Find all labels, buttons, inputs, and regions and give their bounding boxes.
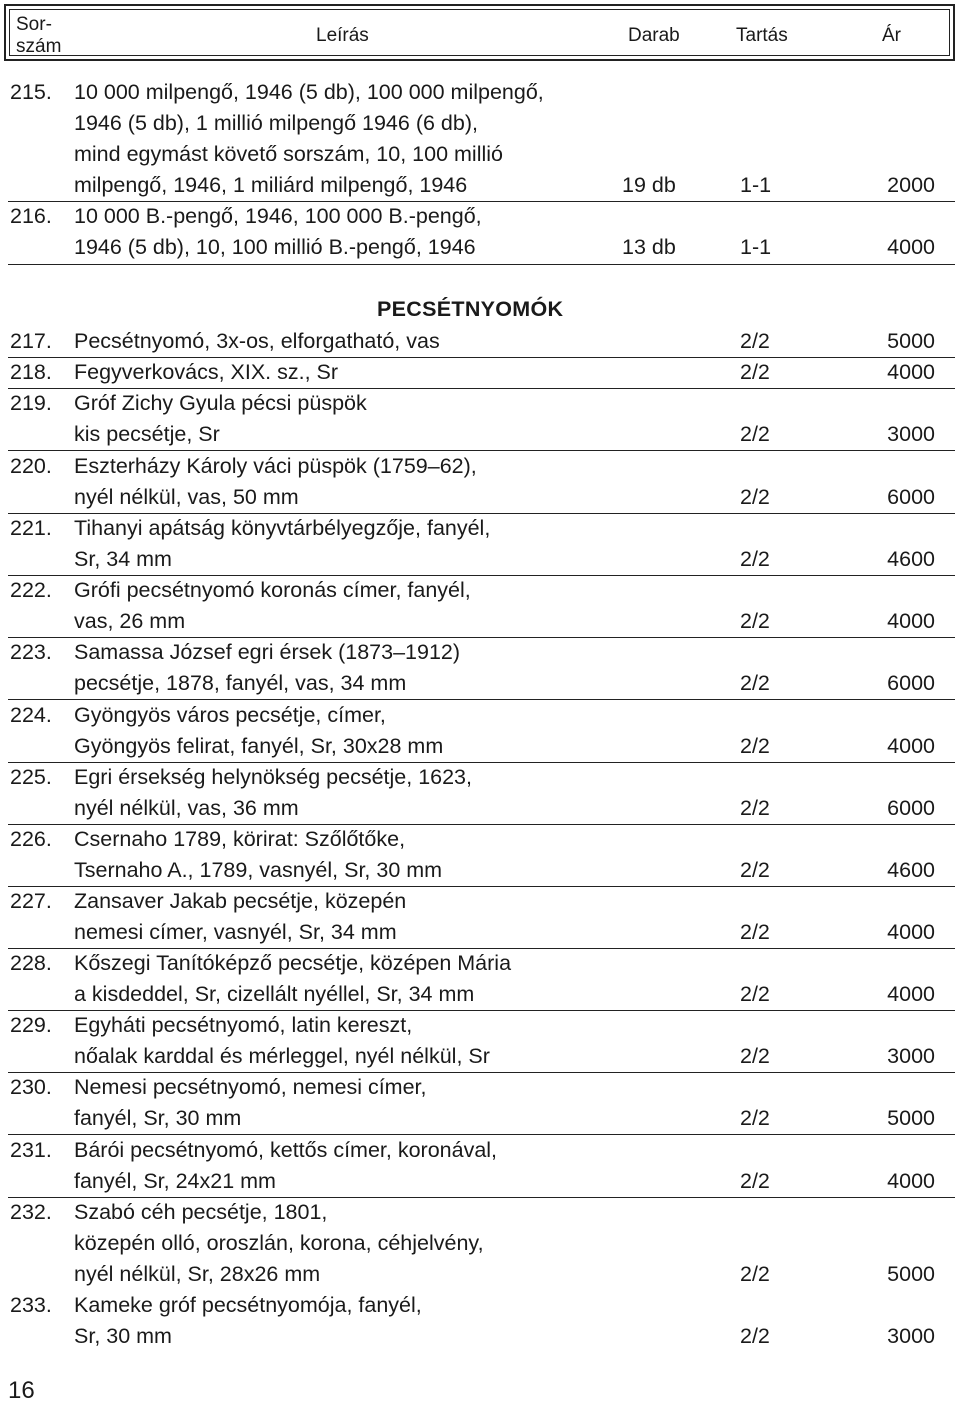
header-tartas: Tartás [736,25,788,46]
table-row [8,1072,955,1135]
entry-description-line: 1946 (5 db), 10, 100 millió B.-pengő, 1946 [74,235,476,260]
entry-number: 222. [10,578,52,602]
entry-description-line: kis pecsétje, Sr [74,422,220,447]
entry-tartas: 2/2 [740,858,770,883]
entry-description-line: Sr, 34 mm [74,547,172,572]
entry-tartas: 2/2 [740,360,770,384]
header-leiras: Leírás [316,25,369,46]
entry-ar: 4000 [887,982,935,1007]
entry-tartas: 2/2 [740,796,770,821]
table-row [8,1290,955,1353]
entry-description-line: Tsernaho A., 1789, vasnyél, Sr, 30 mm [74,858,443,883]
entry-ar: 6000 [887,485,935,510]
entry-number: 215. [10,80,52,104]
entry-ar: 3000 [887,1324,935,1349]
entry-tartas: 2/2 [740,1044,770,1069]
entry-description-line: Egyháti pecsétnyomó, latin kereszt, [74,1013,413,1037]
entry-number: 218. [10,360,52,384]
table-row [8,1197,955,1291]
table-header [4,4,955,61]
entry-ar: 4000 [887,360,935,384]
entry-ar: 5000 [887,329,935,353]
table-row [8,637,955,700]
table-row [8,513,955,576]
entry-darab: 19 db [622,173,676,198]
entry-ar: 4000 [887,235,935,260]
entry-description-line: nyél nélkül, Sr, 28x26 mm [74,1262,321,1287]
table-row [8,451,955,514]
entry-description-line: Samassa József egri érsek (1873–1912) [74,640,461,664]
entry-ar: 4000 [887,920,935,945]
entry-description-line: nőalak karddal és mérleggel, nyél nélkül, Sr [74,1044,490,1069]
entry-number: 226. [10,827,52,851]
table-row [8,77,955,202]
entry-number: 220. [10,454,52,478]
entry-description-line: nemesi címer, vasnyél, Sr, 34 mm [74,920,397,945]
table-header-inner-border [9,9,950,56]
section-title: PECSÉTNYOMÓK [377,297,564,321]
page-number: 16 [8,1377,35,1404]
entry-ar: 6000 [887,796,935,821]
entry-ar: 5000 [887,1262,935,1287]
entry-description-line: 10 000 milpengő, 1946 (5 db), 100 000 milpengő, [74,80,544,104]
entry-ar: 4000 [887,1169,935,1194]
header-ar: Ár [882,25,901,46]
entry-description-line: 1946 (5 db), 1 millió milpengő 1946 (6 db), [74,111,478,136]
entry-tartas: 2/2 [740,1262,770,1287]
entry-darab: 13 db [622,235,676,260]
entry-tartas: 2/2 [740,1169,770,1194]
entry-number: 228. [10,951,52,975]
entry-description-line: pecsétje, 1878, fanyél, vas, 34 mm [74,671,407,696]
entry-description-line: Tihanyi apátság könyvtárbélyegzője, fanyél, [74,516,491,540]
table-row [8,700,955,763]
entry-description-line: vas, 26 mm [74,609,186,634]
entry-description-line: a kisdeddel, Sr, cizellált nyéllel, Sr, 34 mm [74,982,475,1007]
entry-tartas: 2/2 [740,422,770,447]
entry-ar: 3000 [887,1044,935,1069]
header-sorszam [16,14,76,58]
table-row [8,1010,955,1073]
header-sorszam-line2: szám [16,36,62,57]
header-darab: Darab [628,25,680,46]
entry-description-line: mind egymást követő sorszám, 10, 100 millió [74,142,503,167]
entry-tartas: 2/2 [740,1324,770,1349]
entry-number: 223. [10,640,52,664]
table-row [8,948,955,1011]
entry-ar: 2000 [887,173,935,198]
entry-description-line: Eszterházy Károly váci püspök (1759–62), [74,454,477,478]
entry-description-line: Grófi pecsétnyomó koronás címer, fanyél, [74,578,471,602]
entry-number: 230. [10,1075,52,1099]
entry-ar: 4600 [887,858,935,883]
table-row [8,762,955,825]
entry-tartas: 1-1 [740,173,772,198]
entry-description-line: Bárói pecsétnyomó, kettős címer, koronával, [74,1138,498,1162]
entry-description-line: Sr, 30 mm [74,1324,172,1349]
entry-tartas: 2/2 [740,982,770,1007]
entry-number: 231. [10,1138,52,1162]
header-sorszam-line1: Sor- [16,14,52,35]
entry-ar: 4000 [887,609,935,634]
table-row [8,201,955,265]
entry-tartas: 1-1 [740,235,772,260]
entry-description-line: nyél nélkül, vas, 50 mm [74,485,299,510]
table-row [8,326,955,358]
entry-tartas: 2/2 [740,1106,770,1131]
table-row [8,575,955,638]
entry-description-line: Kameke gróf pecsétnyomója, fanyél, [74,1293,422,1317]
entry-description-line: Zansaver Jakab pecsétje, közepén [74,889,407,913]
entry-tartas: 2/2 [740,485,770,510]
entry-ar: 6000 [887,671,935,696]
entry-ar: 5000 [887,1106,935,1131]
entry-number: 219. [10,391,52,415]
entry-description-line: Csernaho 1789, körirat: Szőlőtőke, [74,827,406,851]
entry-description-line: Gyöngyös felirat, fanyél, Sr, 30x28 mm [74,734,444,759]
entry-description-line: fanyél, Sr, 24x21 mm [74,1169,276,1194]
table-row [8,1135,955,1198]
entry-tartas: 2/2 [740,609,770,634]
entry-description-line: Szabó céh pecsétje, 1801, [74,1200,328,1224]
entry-tartas: 2/2 [740,547,770,572]
entry-tartas: 2/2 [740,734,770,759]
entry-description-line: 10 000 B.-pengő, 1946, 100 000 B.-pengő, [74,204,482,228]
entry-number: 233. [10,1293,52,1317]
entry-description-line: közepén olló, oroszlán, korona, céhjelvény, [74,1231,484,1256]
entry-description-line: fanyél, Sr, 30 mm [74,1106,242,1131]
entry-ar: 4600 [887,547,935,572]
entry-description-line: nyél nélkül, vas, 36 mm [74,796,299,821]
entry-description-line: Nemesi pecsétnyomó, nemesi címer, [74,1075,427,1099]
table-row [8,886,955,949]
entry-description-line: Fegyverkovács, XIX. sz., Sr [74,360,339,384]
entry-description-line: Gyöngyös város pecsétje, címer, [74,703,386,727]
entry-tartas: 2/2 [740,920,770,945]
entry-number: 216. [10,204,52,228]
entry-tartas: 2/2 [740,671,770,696]
table-row [8,824,955,887]
entry-description-line: Gróf Zichy Gyula pécsi püspök [74,391,367,415]
entry-number: 232. [10,1200,52,1224]
entry-ar: 4000 [887,734,935,759]
entry-number: 217. [10,329,52,353]
entry-description-line: Kőszegi Tanítóképző pecsétje, középen Mária [74,951,512,975]
entry-tartas: 2/2 [740,329,770,353]
entry-number: 229. [10,1013,52,1037]
entry-description-line: milpengő, 1946, 1 miliárd milpengő, 1946 [74,173,468,198]
entry-description-line: Egri érsekség helynökség pecsétje, 1623, [74,765,472,789]
entry-number: 225. [10,765,52,789]
table-row [8,357,955,389]
entry-description-line: Pecsétnyomó, 3x-os, elforgatható, vas [74,329,440,353]
entry-ar: 3000 [887,422,935,447]
entry-number: 224. [10,703,52,727]
entry-number: 227. [10,889,52,913]
entry-number: 221. [10,516,52,540]
table-row [8,388,955,451]
